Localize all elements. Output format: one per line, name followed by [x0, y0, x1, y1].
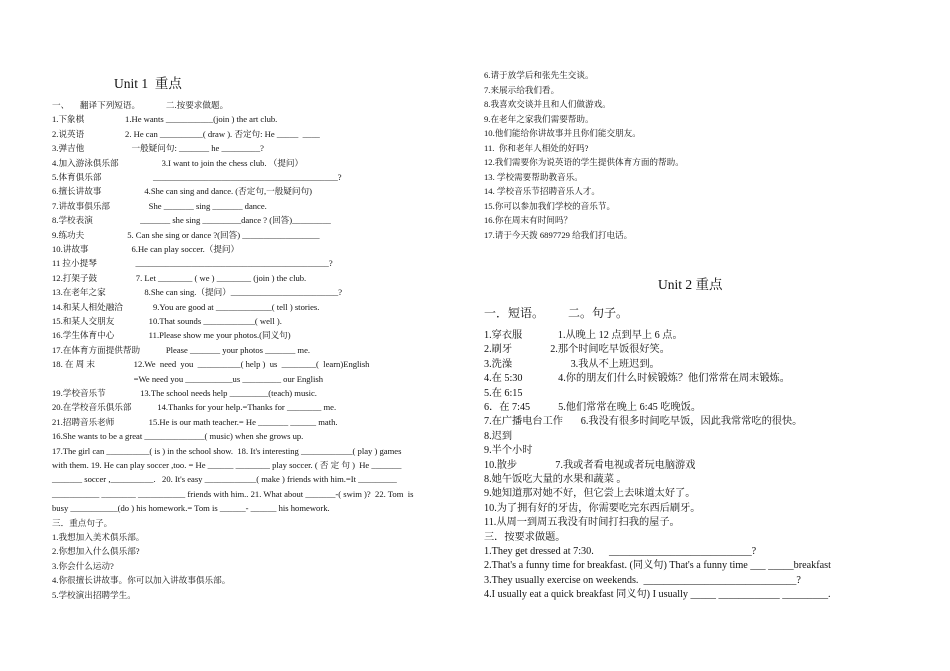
text-line: 1.穿衣服 1.从晚上 12 点到早上 6 点。	[484, 330, 683, 341]
text-line: 17.在体育方面提供帮助 Please _______ your photos _______ me.	[52, 344, 311, 355]
text-line: 5.学校演出招聘学生。	[52, 589, 136, 600]
text-line: 11 拉小提琴 _____________________________________________?	[52, 258, 333, 269]
text-line: 3.你会什么运动?	[52, 560, 114, 571]
text-line: 4.在 5:30 4.你的朋友们什么时候锻炼？他们常常在周末锻炼。	[484, 373, 790, 385]
text-line: 6.擅长讲故事 4.She can sing and dance. (否定句,一般疑问句)	[52, 186, 312, 197]
text-line: 8.我喜欢交谈并且和人们做游戏。	[484, 99, 611, 109]
text-line: 10.为了拥有好的牙齿，你需要吃完东西后刷牙。	[484, 502, 701, 514]
text-line: 19.学校音乐节 13.The school needs help _________(teach) music.	[52, 388, 317, 398]
text-line: 5.体育俱乐部 ___________________________________________?	[52, 172, 342, 182]
text-line: 18. 在 周 末 12.We need you __________( help ) us ________( learn)English	[52, 359, 370, 370]
text-line: 1.They get dressed at 7:30. ____________________________?	[484, 546, 757, 557]
text-line: 三．重点句子。	[52, 517, 113, 528]
text-line: 7.来展示给我们看。	[484, 84, 560, 95]
text-line: 1.我想加入美术俱乐部。	[52, 532, 145, 542]
text-line: 9.她知道那对她不好，但它尝上去味道太好了。	[484, 488, 696, 500]
text-line: =We need you ___________us _________ our English	[52, 373, 324, 384]
text-line: 4.I usually eat a quick breakfast 同义句) I usually _____ ____________ _________.	[484, 589, 831, 601]
unit1-title: Unit 1 重点	[114, 76, 182, 91]
text-line: 6.请于放学后和张先生交谈。	[484, 70, 594, 80]
text-line: 17.请于今天拨 6897729 给我们打电话。	[484, 229, 633, 240]
text-line: 7.在广播电台工作 6.我没有很多时间吃早饭，因此我常常吃的很快。	[484, 416, 803, 428]
text-line: 1.下象棋 1.He wants ___________(join ) the art club.	[52, 114, 278, 125]
text-line: 三．按要求做题。	[484, 531, 566, 543]
text-line: 10.讲故事 6.He can play soccer.（提问）	[52, 244, 240, 254]
text-line: 3.They usually exercise on weekends. ______________________________?	[484, 574, 801, 586]
text-line: 12.打架子鼓 7. Let ________ ( we ) ________ (join ) the club.	[52, 272, 307, 283]
text-line: 11.从周一到周五我没有时间打扫我的屋子。	[484, 517, 680, 529]
text-line: 2.你想加入什么俱乐部?	[52, 546, 140, 557]
text-line: 9.在老年之家我们需要帮助。	[484, 113, 594, 124]
text-line: 16.She wants to be a great ______________( music) when she grows up.	[52, 431, 304, 442]
text-line: 8.她午饭吃大量的水果和蔬菜 。	[484, 474, 627, 485]
text-line: 8.学校表演 _______ she sing _________dance ? (回答)_________	[52, 215, 331, 226]
text-line: 16.学生体育中心 11.Please show me your photos.(同义句)	[52, 330, 291, 341]
text-line: 2.刷牙 2.那个时间吃早饭很好笑。	[484, 344, 670, 356]
text-line: 4.加入游泳俱乐部 3.I want to join the chess club. （提问）	[52, 157, 304, 168]
text-line: 9.半个小时	[484, 445, 533, 457]
text-line: 17.The girl can __________( is ) in the school show. 18. It's interesting ____________( play ) games	[52, 445, 402, 456]
text-line: 5.在 6:15	[484, 387, 523, 399]
text-line: 11. 你和老年人相处的好吗?	[484, 142, 589, 153]
text-line: 2.That's a funny time for breakfast. (同义句) That's a funny time ___ _____breakfast	[484, 560, 831, 572]
text-line: 10.散步 7.我或者看电视或者玩电脑游戏	[484, 459, 696, 471]
text-line: 16.你在周末有时间吗？	[484, 215, 573, 225]
text-line: 一、 翻译下列短语。 二.按要求做题。	[52, 100, 229, 110]
text-line: 8.迟到	[484, 430, 513, 442]
text-line: 2.说英语 2. He can __________( draw ). 否定句: He _____ ____	[52, 128, 320, 139]
text-line: with them. 19. He can play soccer ,too. = He ______ ________ play soccer. ( 否 定 句 ) He _______	[52, 460, 402, 470]
text-line: 7.讲故事俱乐部 She _______ sing _______ dance.	[52, 200, 267, 211]
text-line: 15.和某人交朋友 10.That sounds ____________( well ).	[52, 316, 282, 326]
text-line: _______ soccer ,__________. 20. It's easy ____________( make ) friends with him.=It _________	[52, 474, 397, 485]
text-line: 15.你可以参加我们学校的音乐节。	[484, 200, 616, 211]
text-line: busy ___________(do ) his homework.= Tom is ______- ______ his homework.	[52, 503, 330, 514]
text-line: 6．在 7:45 5.他们常常在晚上 6:45 吃晚饭。	[484, 402, 702, 413]
unit2-title: Unit 2 重点	[658, 277, 723, 292]
text-line: 10.他们能给你讲故事并且你们能交朋友。	[484, 128, 641, 138]
text-line: 20.在学校音乐俱乐部 14.Thanks for your help.=Thanks for ________ me.	[52, 402, 337, 413]
text-line: 13. 学校需要帮助教音乐。	[484, 171, 583, 182]
text-line: 4.你很擅长讲故事。你可以加入讲故事俱乐部。	[52, 575, 231, 586]
text-line: 12.我们需要你为说英语的学生提供体育方面的帮助。	[484, 157, 684, 167]
text-line: 21.招聘音乐老师 15.He is our math teacher.= He _______ ______ math.	[52, 416, 338, 427]
text-line: 14. 学校音乐节招聘音乐人才。	[484, 186, 601, 196]
text-line: 3.洗澡 3.我从不上班迟到。	[484, 358, 660, 370]
unit2-section-heading: 一．短语。 二。句子。	[484, 306, 629, 320]
text-line: 14.和某人相处融洽 9.You are good at _____________( tell ) stories.	[52, 301, 320, 312]
text-line: 3.弹吉他 一般疑问句: _______ he _________?	[52, 143, 264, 154]
text-line: 9.练功夫 5. Can she sing or dance ?(回答) __________________	[52, 229, 320, 240]
text-line: ___________ ________ ___________ friends with him.. 21. What about _______-( swim )? 22. Tom is	[52, 488, 414, 499]
text-line: 13.在老年之家 8.She can sing.（提问）_________________________?	[52, 287, 343, 298]
